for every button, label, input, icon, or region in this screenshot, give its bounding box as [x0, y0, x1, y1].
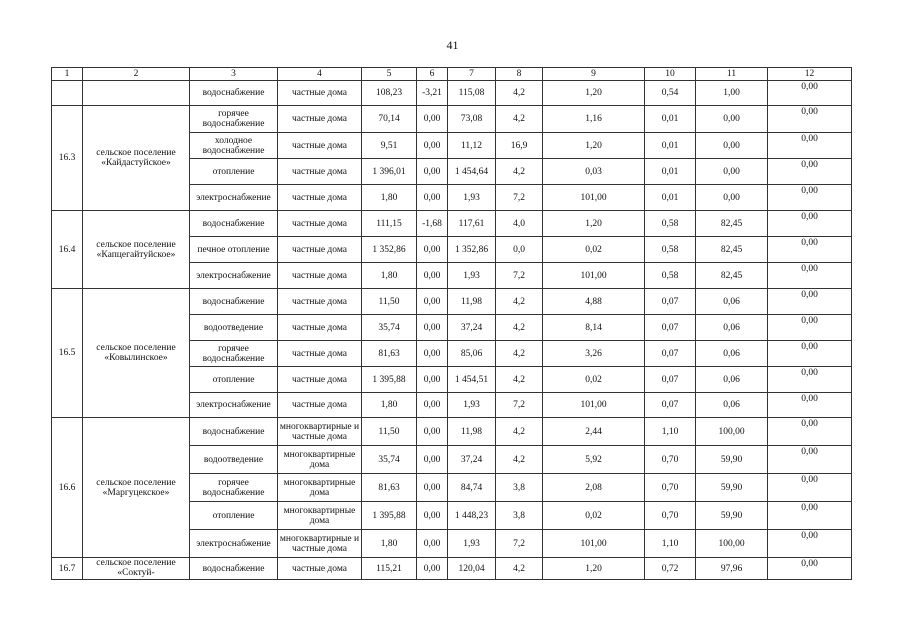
value-cell: 4,2: [496, 558, 543, 580]
section-number: 16.6: [52, 418, 83, 558]
service-cell: отопление: [190, 159, 278, 185]
data-table: [51, 67, 852, 580]
value-cell: 2,44: [543, 418, 645, 446]
header-cell: 5: [362, 68, 417, 81]
housing-type-cell: многоквартирные и частные дома: [278, 418, 362, 446]
value-cell: 70,14: [362, 106, 417, 133]
table-row: [52, 211, 852, 237]
service-cell: водоснабжение: [190, 81, 278, 106]
value-cell: 1,16: [543, 106, 645, 133]
value-cell: 1 352,86: [448, 237, 496, 263]
value-cell: 0,00: [417, 159, 448, 185]
service-cell: горячее водоснабжение: [190, 106, 278, 133]
housing-type-cell: частные дома: [278, 289, 362, 315]
table-row: [52, 418, 852, 446]
value-cell: 0,07: [645, 341, 696, 367]
housing-type-cell: многоквартирные и частные дома: [278, 530, 362, 558]
section-number: 16.3: [52, 106, 83, 211]
value-cell: 82,45: [696, 263, 768, 289]
value-cell: 4,2: [496, 315, 543, 341]
value-cell: 35,74: [362, 446, 417, 474]
value-cell: 0,06: [696, 367, 768, 393]
housing-type-cell: многоквартирные дома: [278, 502, 362, 530]
value-cell: 0,00: [417, 446, 448, 474]
housing-type-cell: частные дома: [278, 211, 362, 237]
value-cell: 1,00: [696, 81, 768, 106]
housing-type-cell: частные дома: [278, 185, 362, 211]
value-cell: 0,00: [417, 106, 448, 133]
service-cell: отопление: [190, 367, 278, 393]
value-cell: 11,12: [448, 133, 496, 159]
value-cell: 1,20: [543, 81, 645, 106]
value-cell: 111,15: [362, 211, 417, 237]
table-row: [52, 106, 852, 133]
value-cell: 73,08: [448, 106, 496, 133]
value-cell: 4,2: [496, 418, 543, 446]
settlement-name: сельское поселение «Кайдастуйское»: [83, 106, 190, 211]
header-cell: 3: [190, 68, 278, 81]
value-cell: 101,00: [543, 263, 645, 289]
header-cell: 6: [417, 68, 448, 81]
value-cell: 3,8: [496, 474, 543, 502]
value-cell: 0,06: [696, 289, 768, 315]
value-cell: 1,80: [362, 185, 417, 211]
value-cell: 4,2: [496, 446, 543, 474]
housing-type-cell: частные дома: [278, 341, 362, 367]
value-cell: 0,00: [768, 159, 852, 185]
service-cell: водоотведение: [190, 446, 278, 474]
value-cell: 1 395,88: [362, 367, 417, 393]
header-cell: 9: [543, 68, 645, 81]
value-cell: 1,93: [448, 185, 496, 211]
value-cell: 1 448,23: [448, 502, 496, 530]
housing-type-cell: частные дома: [278, 315, 362, 341]
header-cell: 11: [696, 68, 768, 81]
value-cell: 11,98: [448, 289, 496, 315]
value-cell: 4,2: [496, 159, 543, 185]
value-cell: 4,2: [496, 106, 543, 133]
value-cell: 1,20: [543, 133, 645, 159]
value-cell: 0,00: [417, 393, 448, 418]
value-cell: 0,00: [768, 237, 852, 263]
value-cell: 1,93: [448, 263, 496, 289]
value-cell: -3,21: [417, 81, 448, 106]
value-cell: 4,88: [543, 289, 645, 315]
settlement-name: сельское поселение «Маргуцекское»: [83, 418, 190, 558]
value-cell: 0,06: [696, 341, 768, 367]
value-cell: 0,00: [696, 185, 768, 211]
value-cell: 82,45: [696, 211, 768, 237]
value-cell: 0,00: [768, 263, 852, 289]
value-cell: 0,01: [645, 133, 696, 159]
value-cell: 115,08: [448, 81, 496, 106]
value-cell: 82,45: [696, 237, 768, 263]
service-cell: электроснабжение: [190, 185, 278, 211]
value-cell: 1 454,51: [448, 367, 496, 393]
service-cell: горячее водоснабжение: [190, 341, 278, 367]
header-cell: 1: [52, 68, 83, 81]
header-cell: 7: [448, 68, 496, 81]
value-cell: 0,00: [768, 133, 852, 159]
service-cell: водоснабжение: [190, 211, 278, 237]
value-cell: 0,00: [768, 530, 852, 558]
housing-type-cell: частные дома: [278, 106, 362, 133]
value-cell: 0,00: [768, 185, 852, 211]
value-cell: 4,2: [496, 81, 543, 106]
value-cell: 35,74: [362, 315, 417, 341]
table-row: [52, 558, 852, 580]
value-cell: 0,72: [645, 558, 696, 580]
value-cell: 0,58: [645, 263, 696, 289]
service-cell: электроснабжение: [190, 263, 278, 289]
housing-type-cell: частные дома: [278, 81, 362, 106]
value-cell: 108,23: [362, 81, 417, 106]
value-cell: 4,2: [496, 341, 543, 367]
value-cell: 0,00: [417, 502, 448, 530]
value-cell: 0,54: [645, 81, 696, 106]
section-number: 16.5: [52, 289, 83, 418]
value-cell: 3,8: [496, 502, 543, 530]
value-cell: 117,61: [448, 211, 496, 237]
value-cell: 81,63: [362, 474, 417, 502]
value-cell: 101,00: [543, 393, 645, 418]
section-number: [52, 81, 83, 106]
value-cell: 0,00: [768, 315, 852, 341]
value-cell: 120,04: [448, 558, 496, 580]
value-cell: 115,21: [362, 558, 417, 580]
value-cell: 0,00: [417, 263, 448, 289]
value-cell: 0,00: [768, 558, 852, 580]
value-cell: 0,00: [417, 558, 448, 580]
header-cell: 4: [278, 68, 362, 81]
value-cell: 1 395,88: [362, 502, 417, 530]
value-cell: 7,2: [496, 263, 543, 289]
housing-type-cell: многоквартирные дома: [278, 474, 362, 502]
value-cell: 0,00: [768, 211, 852, 237]
value-cell: 1,10: [645, 418, 696, 446]
section-number: 16.4: [52, 211, 83, 289]
housing-type-cell: частные дома: [278, 237, 362, 263]
value-cell: 1,93: [448, 393, 496, 418]
value-cell: 100,00: [696, 418, 768, 446]
value-cell: 59,90: [696, 502, 768, 530]
value-cell: 0,00: [417, 418, 448, 446]
service-cell: водоотведение: [190, 315, 278, 341]
value-cell: 0,00: [417, 474, 448, 502]
value-cell: 1,80: [362, 393, 417, 418]
value-cell: 0,02: [543, 237, 645, 263]
value-cell: 0,70: [645, 502, 696, 530]
value-cell: 0,00: [768, 418, 852, 446]
settlement-name: [83, 81, 190, 106]
value-cell: 1,10: [645, 530, 696, 558]
service-cell: печное отопление: [190, 237, 278, 263]
value-cell: 11,50: [362, 289, 417, 315]
header-cell: 8: [496, 68, 543, 81]
value-cell: 7,2: [496, 185, 543, 211]
value-cell: 0,01: [645, 159, 696, 185]
value-cell: 84,74: [448, 474, 496, 502]
value-cell: 8,14: [543, 315, 645, 341]
housing-type-cell: частные дома: [278, 159, 362, 185]
value-cell: 0,07: [645, 315, 696, 341]
value-cell: 0,00: [417, 237, 448, 263]
value-cell: 0,70: [645, 446, 696, 474]
service-cell: водоснабжение: [190, 289, 278, 315]
value-cell: 1 352,86: [362, 237, 417, 263]
value-cell: 0,00: [768, 502, 852, 530]
value-cell: 97,96: [696, 558, 768, 580]
value-cell: 101,00: [543, 530, 645, 558]
value-cell: 0,00: [417, 315, 448, 341]
value-cell: 2,08: [543, 474, 645, 502]
value-cell: 101,00: [543, 185, 645, 211]
housing-type-cell: многоквартирные дома: [278, 446, 362, 474]
housing-type-cell: частные дома: [278, 393, 362, 418]
service-cell: электроснабжение: [190, 393, 278, 418]
value-cell: 5,92: [543, 446, 645, 474]
settlement-name: сельское поселение «Ковылинское»: [83, 289, 190, 418]
value-cell: 16,9: [496, 133, 543, 159]
value-cell: 81,63: [362, 341, 417, 367]
value-cell: 0,03: [543, 159, 645, 185]
value-cell: 0,58: [645, 237, 696, 263]
service-cell: отопление: [190, 502, 278, 530]
value-cell: 7,2: [496, 393, 543, 418]
service-cell: водоснабжение: [190, 418, 278, 446]
page-number: 41: [446, 38, 459, 52]
value-cell: 0,00: [768, 81, 852, 106]
service-cell: водоснабжение: [190, 558, 278, 580]
value-cell: 0,00: [768, 474, 852, 502]
value-cell: 0,00: [696, 106, 768, 133]
value-cell: 1 454,64: [448, 159, 496, 185]
value-cell: 11,50: [362, 418, 417, 446]
value-cell: 4,2: [496, 367, 543, 393]
value-cell: 9,51: [362, 133, 417, 159]
value-cell: 0,00: [768, 341, 852, 367]
value-cell: 85,06: [448, 341, 496, 367]
value-cell: 0,02: [543, 367, 645, 393]
value-cell: 0,02: [543, 502, 645, 530]
value-cell: 1,20: [543, 558, 645, 580]
table-body: [52, 68, 852, 580]
value-cell: 1,93: [448, 530, 496, 558]
settlement-name: сельское поселение «Соктуй-: [83, 558, 190, 580]
value-cell: 0,06: [696, 393, 768, 418]
value-cell: 0,70: [645, 474, 696, 502]
value-cell: 0,00: [417, 289, 448, 315]
housing-type-cell: частные дома: [278, 133, 362, 159]
value-cell: 0,00: [417, 530, 448, 558]
value-cell: 0,00: [417, 367, 448, 393]
settlement-name: сельское поселение «Капцегайтуйское»: [83, 211, 190, 289]
service-cell: холодное водоснабжение: [190, 133, 278, 159]
value-cell: 1,80: [362, 530, 417, 558]
value-cell: 0,07: [645, 367, 696, 393]
value-cell: 4,2: [496, 289, 543, 315]
value-cell: 0,01: [645, 185, 696, 211]
value-cell: 1 396,01: [362, 159, 417, 185]
value-cell: 11,98: [448, 418, 496, 446]
value-cell: 0,07: [645, 393, 696, 418]
value-cell: 1,80: [362, 263, 417, 289]
value-cell: 59,90: [696, 446, 768, 474]
value-cell: 37,24: [448, 315, 496, 341]
header-cell: 2: [83, 68, 190, 81]
value-cell: 4,0: [496, 211, 543, 237]
value-cell: 100,00: [696, 530, 768, 558]
value-cell: 1,20: [543, 211, 645, 237]
value-cell: 0,00: [768, 106, 852, 133]
value-cell: 0,00: [417, 185, 448, 211]
value-cell: 0,06: [696, 315, 768, 341]
housing-type-cell: частные дома: [278, 367, 362, 393]
value-cell: 0,01: [645, 106, 696, 133]
header-row: [52, 68, 852, 81]
service-cell: электроснабжение: [190, 530, 278, 558]
value-cell: 0,00: [768, 289, 852, 315]
header-cell: 12: [768, 68, 852, 81]
value-cell: 0,00: [696, 133, 768, 159]
value-cell: 0,00: [696, 159, 768, 185]
table-row: [52, 289, 852, 315]
value-cell: 37,24: [448, 446, 496, 474]
service-cell: горячее водоснабжение: [190, 474, 278, 502]
value-cell: 0,07: [645, 289, 696, 315]
header-cell: 10: [645, 68, 696, 81]
value-cell: -1,68: [417, 211, 448, 237]
value-cell: 0,00: [768, 367, 852, 393]
value-cell: 7,2: [496, 530, 543, 558]
value-cell: 0,00: [768, 393, 852, 418]
section-number: 16.7: [52, 558, 83, 580]
value-cell: 0,58: [645, 211, 696, 237]
housing-type-cell: частные дома: [278, 263, 362, 289]
value-cell: 0,00: [417, 133, 448, 159]
value-cell: 3,26: [543, 341, 645, 367]
housing-type-cell: частные дома: [278, 558, 362, 580]
value-cell: 0,0: [496, 237, 543, 263]
value-cell: 59,90: [696, 474, 768, 502]
table-row: [52, 81, 852, 106]
value-cell: 0,00: [417, 341, 448, 367]
value-cell: 0,00: [768, 446, 852, 474]
